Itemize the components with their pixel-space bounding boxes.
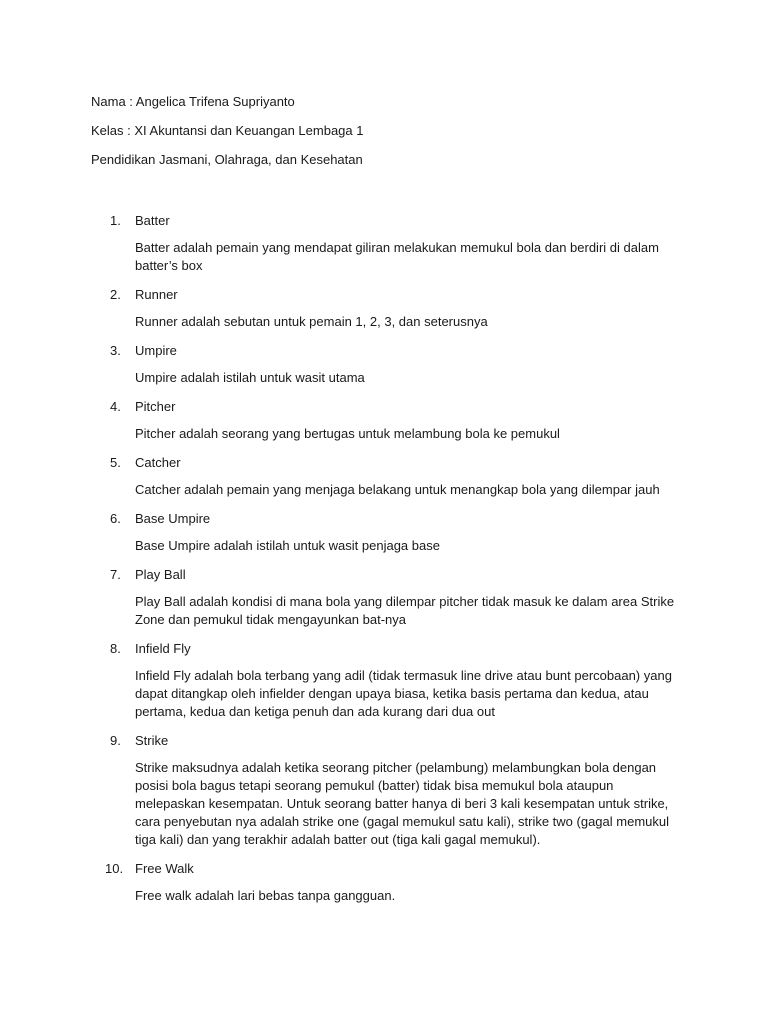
- item-title: Catcher: [135, 455, 181, 470]
- list-item: [110, 639, 680, 721]
- item-number: 5.: [110, 455, 121, 470]
- student-name: Nama : Angelica Trifena Supriyanto: [91, 94, 295, 109]
- item-description: Pitcher adalah seorang yang bertugas untuk melambung bola ke pemukul: [135, 426, 560, 441]
- item-description: Batter adalah pemain yang mendapat giliran melakukan memukul bola dan berdiri di dalam batter’s box: [135, 240, 659, 273]
- item-description: Strike maksudnya adalah ketika seorang pitcher (pelambung) melambungkan bola dengan posisi bola bagus tetapi seorang pemukul (batter) tidak bisa memukul bola ataupun melepaskan kesempatan. Untuk seorang batter hanya di beri 3 kali kesempatan untuk strike, cara penyebutan nya adalah strike one (gagal memukul satu kali), strike two (gagal memukul tiga kali) dan yang terakhir adalah batter out (tiga kali gagal memukul).: [135, 760, 669, 847]
- item-number: 1.: [110, 213, 121, 228]
- list-item: [110, 509, 680, 555]
- item-number: 9.: [110, 733, 121, 748]
- subject-title: Pendidikan Jasmani, Olahraga, dan Kesehatan: [91, 152, 363, 167]
- item-number: 2.: [110, 287, 121, 302]
- item-description: Catcher adalah pemain yang menjaga belakang untuk menangkap bola yang dilempar jauh: [135, 482, 660, 497]
- item-title: Infield Fly: [135, 641, 191, 656]
- item-description: Free walk adalah lari bebas tanpa gangguan.: [135, 888, 396, 903]
- term-list: [105, 211, 680, 915]
- item-number: 6.: [110, 511, 121, 526]
- item-number: 7.: [110, 567, 121, 582]
- list-item: [110, 453, 680, 499]
- item-description: Base Umpire adalah istilah untuk wasit penjaga base: [135, 538, 440, 553]
- list-item: [110, 731, 680, 849]
- item-number: 4.: [110, 399, 121, 414]
- list-item: [110, 211, 680, 275]
- item-description: Infield Fly adalah bola terbang yang adil (tidak termasuk line drive atau bunt percobaan) yang dapat ditangkap oleh infielder dengan upaya biasa, ketika basis pertama dan kedua, atau pertama, kedua dan ketiga penuh dan ada kurang dari dua out: [135, 668, 672, 719]
- list-item: [110, 341, 680, 387]
- item-description: Runner adalah sebutan untuk pemain 1, 2, 3, dan seterusnya: [135, 314, 488, 329]
- list-item: [105, 859, 680, 905]
- item-number: 3.: [110, 343, 121, 358]
- item-title: Batter: [135, 213, 170, 228]
- item-description: Umpire adalah istilah untuk wasit utama: [135, 370, 365, 385]
- document-header: [91, 92, 691, 179]
- list-item: [110, 285, 680, 331]
- item-title: Strike: [135, 733, 169, 748]
- item-title: Runner: [135, 287, 178, 302]
- item-title: Pitcher: [135, 399, 176, 414]
- item-title: Free Walk: [135, 861, 194, 876]
- list-item: [110, 565, 680, 629]
- item-title: Base Umpire: [135, 511, 211, 526]
- student-class: Kelas : XI Akuntansi dan Keuangan Lembaga 1: [91, 123, 364, 138]
- item-title: Umpire: [135, 343, 177, 358]
- item-number: 8.: [110, 641, 121, 656]
- item-title: Play Ball: [135, 567, 186, 582]
- list-item: [110, 397, 680, 443]
- item-description: Play Ball adalah kondisi di mana bola yang dilempar pitcher tidak masuk ke dalam area Strike Zone dan pemukul tidak mengayunkan bat-nya: [135, 594, 675, 627]
- item-number: 10.: [105, 861, 124, 876]
